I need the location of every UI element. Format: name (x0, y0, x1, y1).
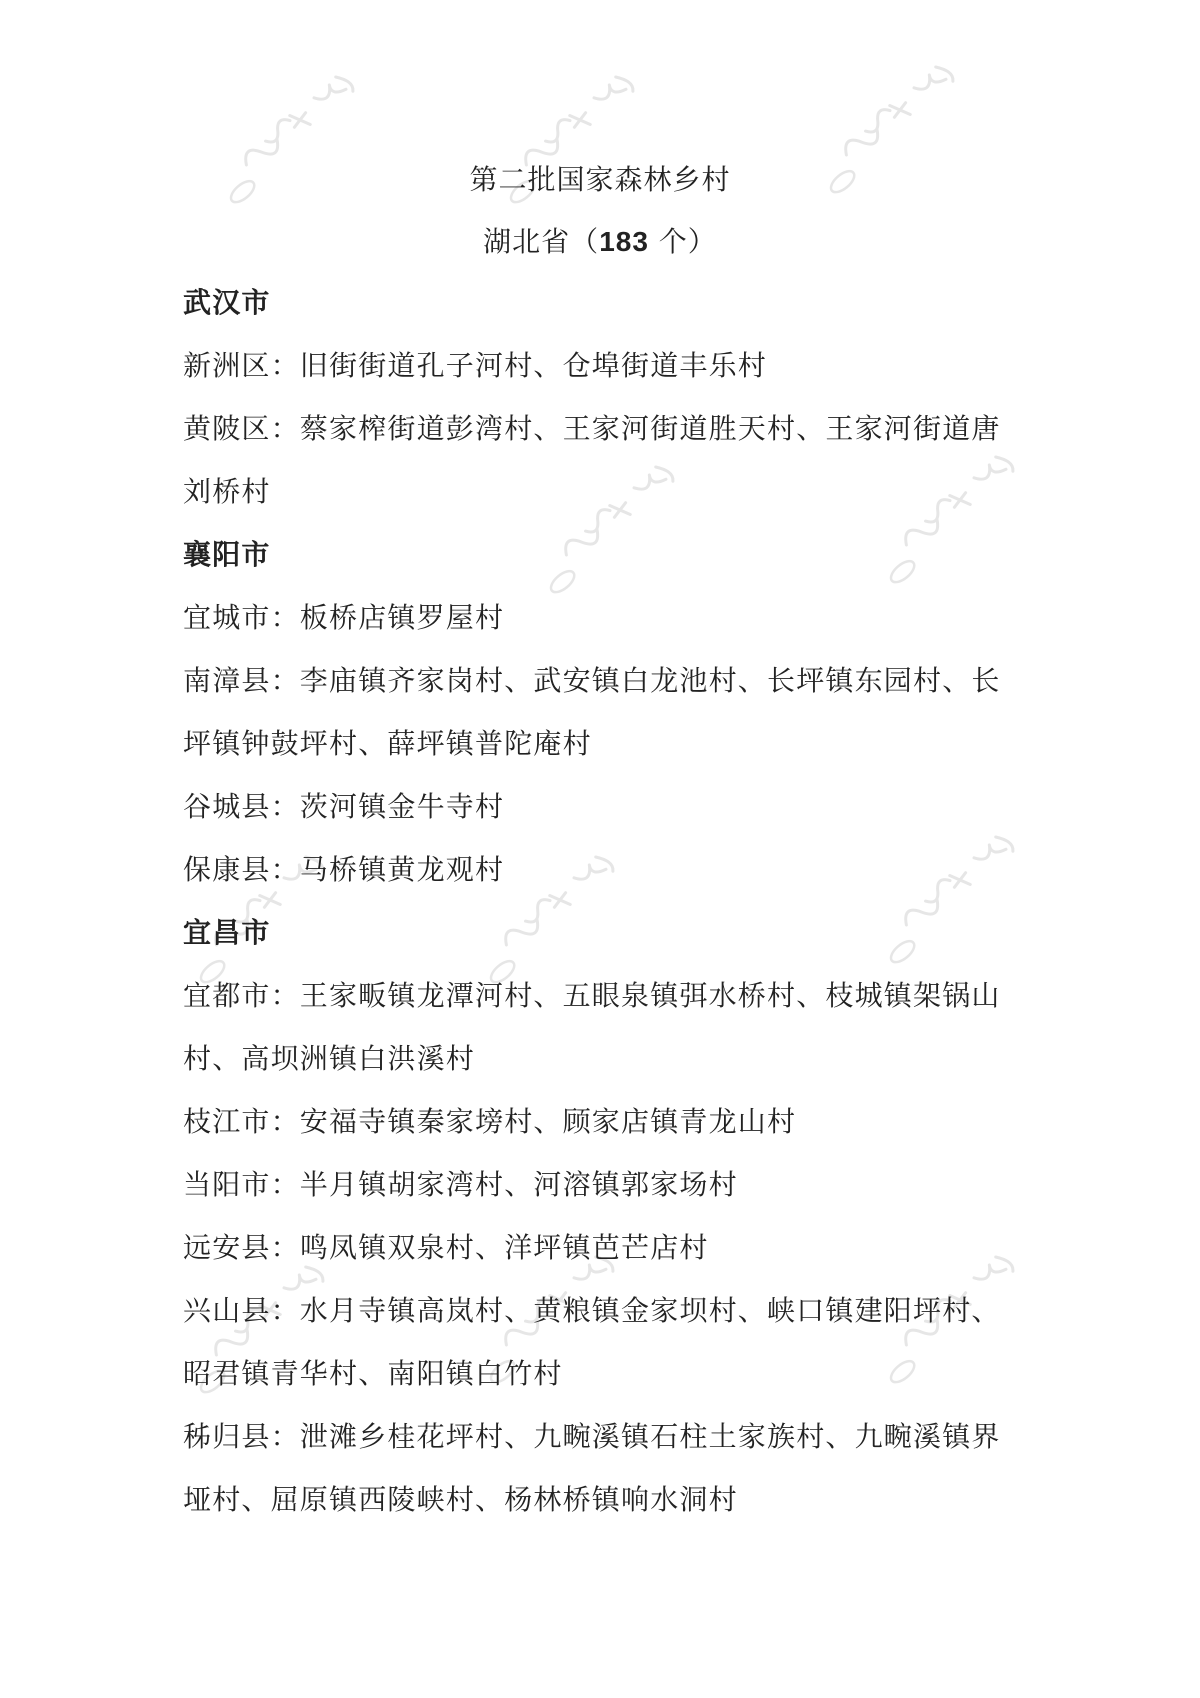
subtitle-suffix: 个） (648, 225, 717, 258)
list-item: 新洲区：旧街街道孔子河村、仓埠街道丰乐村 (183, 349, 768, 382)
list-item: 宜都市：王家畈镇龙潭河村、五眼泉镇弭水桥村、枝城镇架锅山 (183, 979, 1001, 1012)
subtitle-prefix: 湖北省（ (483, 225, 600, 258)
document-title: 第二批国家森林乡村 (469, 163, 731, 196)
city-heading: 襄阳市 (183, 538, 271, 571)
list-item: 兴山县：水月寺镇高岚村、黄粮镇金家坝村、峡口镇建阳坪村、 (183, 1294, 1001, 1327)
list-item: 南漳县：李庙镇齐家岗村、武安镇白龙池村、长坪镇东园村、长 (183, 664, 1001, 697)
list-item: 枝江市：安福寺镇秦家塝村、顾家店镇青龙山村 (183, 1105, 797, 1138)
document-subtitle (0, 220, 1200, 260)
list-item: 宜城市：板桥店镇罗屋村 (183, 601, 505, 634)
list-item: 刘桥村 (183, 475, 271, 508)
city-heading: 宜昌市 (183, 916, 271, 949)
list-item: 村、高坝洲镇白洪溪村 (183, 1042, 476, 1075)
list-item: 昭君镇青华村、南阳镇白竹村 (183, 1357, 563, 1390)
document-body (183, 283, 1023, 1543)
list-item: 保康县：马桥镇黄龙观村 (183, 853, 505, 886)
list-item: 当阳市：半月镇胡家湾村、河溶镇郭家场村 (183, 1168, 738, 1201)
list-item: 黄陂区：蔡家榨街道彭湾村、王家河街道胜天村、王家河街道唐 (183, 412, 1001, 445)
list-item: 坪镇钟鼓坪村、薛坪镇普陀庵村 (183, 727, 592, 760)
list-item: 谷城县：茨河镇金牛寺村 (183, 790, 505, 823)
city-heading: 武汉市 (183, 286, 271, 319)
list-item: 垭村、屈原镇西陵峡村、杨林桥镇响水洞村 (183, 1483, 738, 1516)
subtitle-count: 183 (599, 226, 649, 257)
list-item: 秭归县：泄滩乡桂花坪村、九畹溪镇石柱土家族村、九畹溪镇界 (183, 1420, 1001, 1453)
list-item: 远安县：鸣凤镇双泉村、洋坪镇芭芒店村 (183, 1231, 709, 1264)
